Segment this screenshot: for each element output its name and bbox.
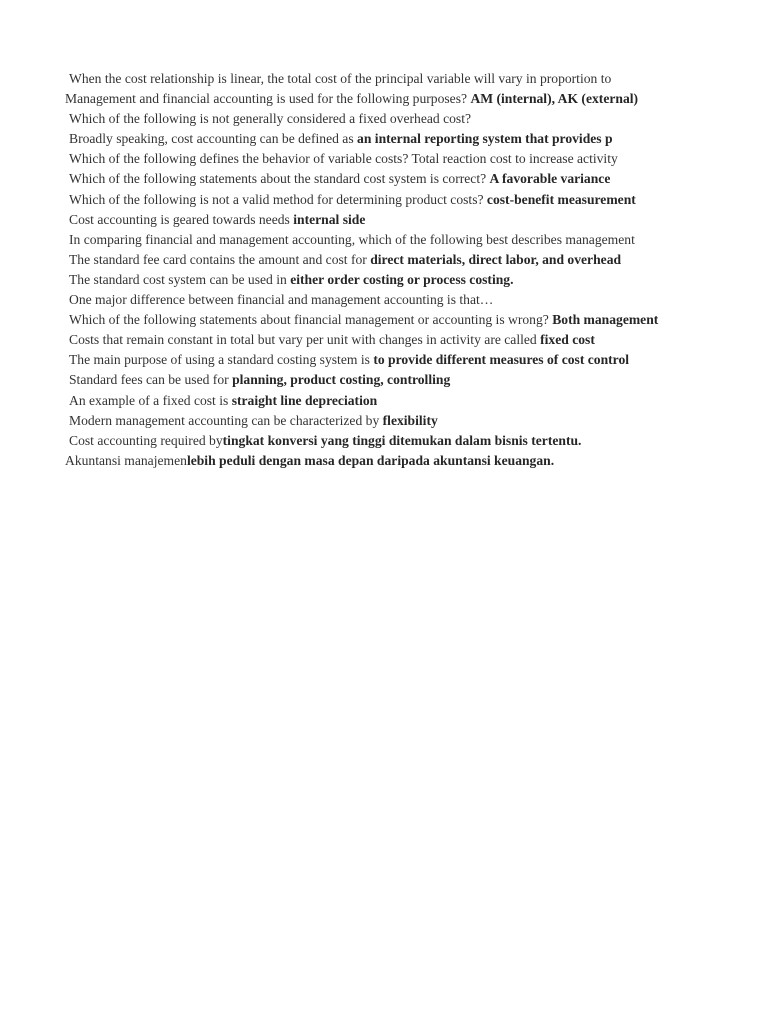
qa-line (0, 89, 672, 109)
qa-line (0, 310, 672, 330)
question-text: The standard fee card contains the amount and cost for (69, 251, 371, 267)
qa-line (0, 270, 672, 290)
answer-text: internal side (293, 211, 366, 227)
question-text: Which of the following statements about financial management or accounting is wrong? (69, 312, 553, 328)
qa-line (0, 169, 672, 189)
question-text: Standard fees can be used for (69, 372, 233, 388)
qa-line (0, 330, 672, 350)
qa-line (0, 391, 672, 411)
answer-text: cost-benefit measurement (486, 191, 636, 207)
question-text: An example of a fixed cost is (69, 392, 232, 408)
answer-text: either order costing or process costing. (290, 271, 514, 287)
qa-line (0, 149, 672, 169)
question-text: One major difference between financial and management accounting is that… (69, 292, 494, 308)
question-text: In comparing financial and management accounting, which of the following best describes management (69, 231, 635, 247)
question-text: The standard cost system can be used in (69, 271, 291, 287)
qa-line (0, 350, 672, 370)
question-text: Akuntansi manajemen (65, 452, 187, 468)
question-text: Broadly speaking, cost accounting can be defined as (69, 131, 358, 147)
qa-line (0, 370, 672, 390)
answer-text: to provide different measures of cost control (373, 352, 630, 368)
qa-line (0, 411, 672, 431)
question-text: Which of the following defines the behavior of variable costs? Total reaction cost to increase activity (69, 151, 618, 167)
qa-line (0, 431, 672, 451)
question-text: When the cost relationship is linear, the total cost of the principal variable will vary in proportion to (69, 71, 612, 86)
answer-text: AM (internal), AK (external) (470, 91, 639, 107)
answer-text: lebih peduli dengan masa depan daripada akuntansi keuangan. (186, 452, 555, 468)
qa-line (0, 190, 672, 210)
qa-line (0, 290, 672, 310)
question-text: Modern management accounting can be characterized by (69, 412, 383, 428)
qa-line (0, 451, 672, 471)
answer-text: straight line depreciation (231, 392, 378, 408)
qa-line (0, 250, 672, 270)
answer-text: an internal reporting system that provides p (357, 131, 613, 147)
question-text: Which of the following statements about the standard cost system is correct? (69, 171, 490, 187)
answer-text: planning, product costing, controlling (232, 372, 451, 388)
qa-line (0, 129, 672, 149)
question-text: Costs that remain constant in total but vary per unit with changes in activity are called (69, 332, 541, 348)
answer-text: Both management (552, 312, 659, 328)
answer-text: direct materials, direct labor, and overhead (370, 251, 622, 267)
question-text: Cost accounting is geared towards needs (69, 211, 294, 227)
qa-line (0, 69, 672, 89)
answer-text: A favorable variance (489, 171, 611, 187)
qa-line (0, 210, 672, 230)
answer-text: tingkat konversi yang tinggi ditemukan dalam bisnis tertentu. (222, 432, 582, 448)
answer-text: fixed cost (540, 332, 595, 348)
qa-line (0, 109, 672, 129)
question-text: Management and financial accounting is used for the following purposes? (65, 91, 471, 107)
question-text: Which of the following is not generally considered a fixed overhead cost? (69, 111, 472, 127)
question-text: Which of the following is not a valid method for determining product costs? (69, 191, 487, 207)
question-text: The main purpose of using a standard costing system is (69, 352, 374, 368)
answer-text: flexibility (382, 412, 438, 428)
qa-lines (0, 69, 672, 471)
question-text: Cost accounting required by (69, 432, 223, 448)
qa-line (0, 230, 672, 250)
